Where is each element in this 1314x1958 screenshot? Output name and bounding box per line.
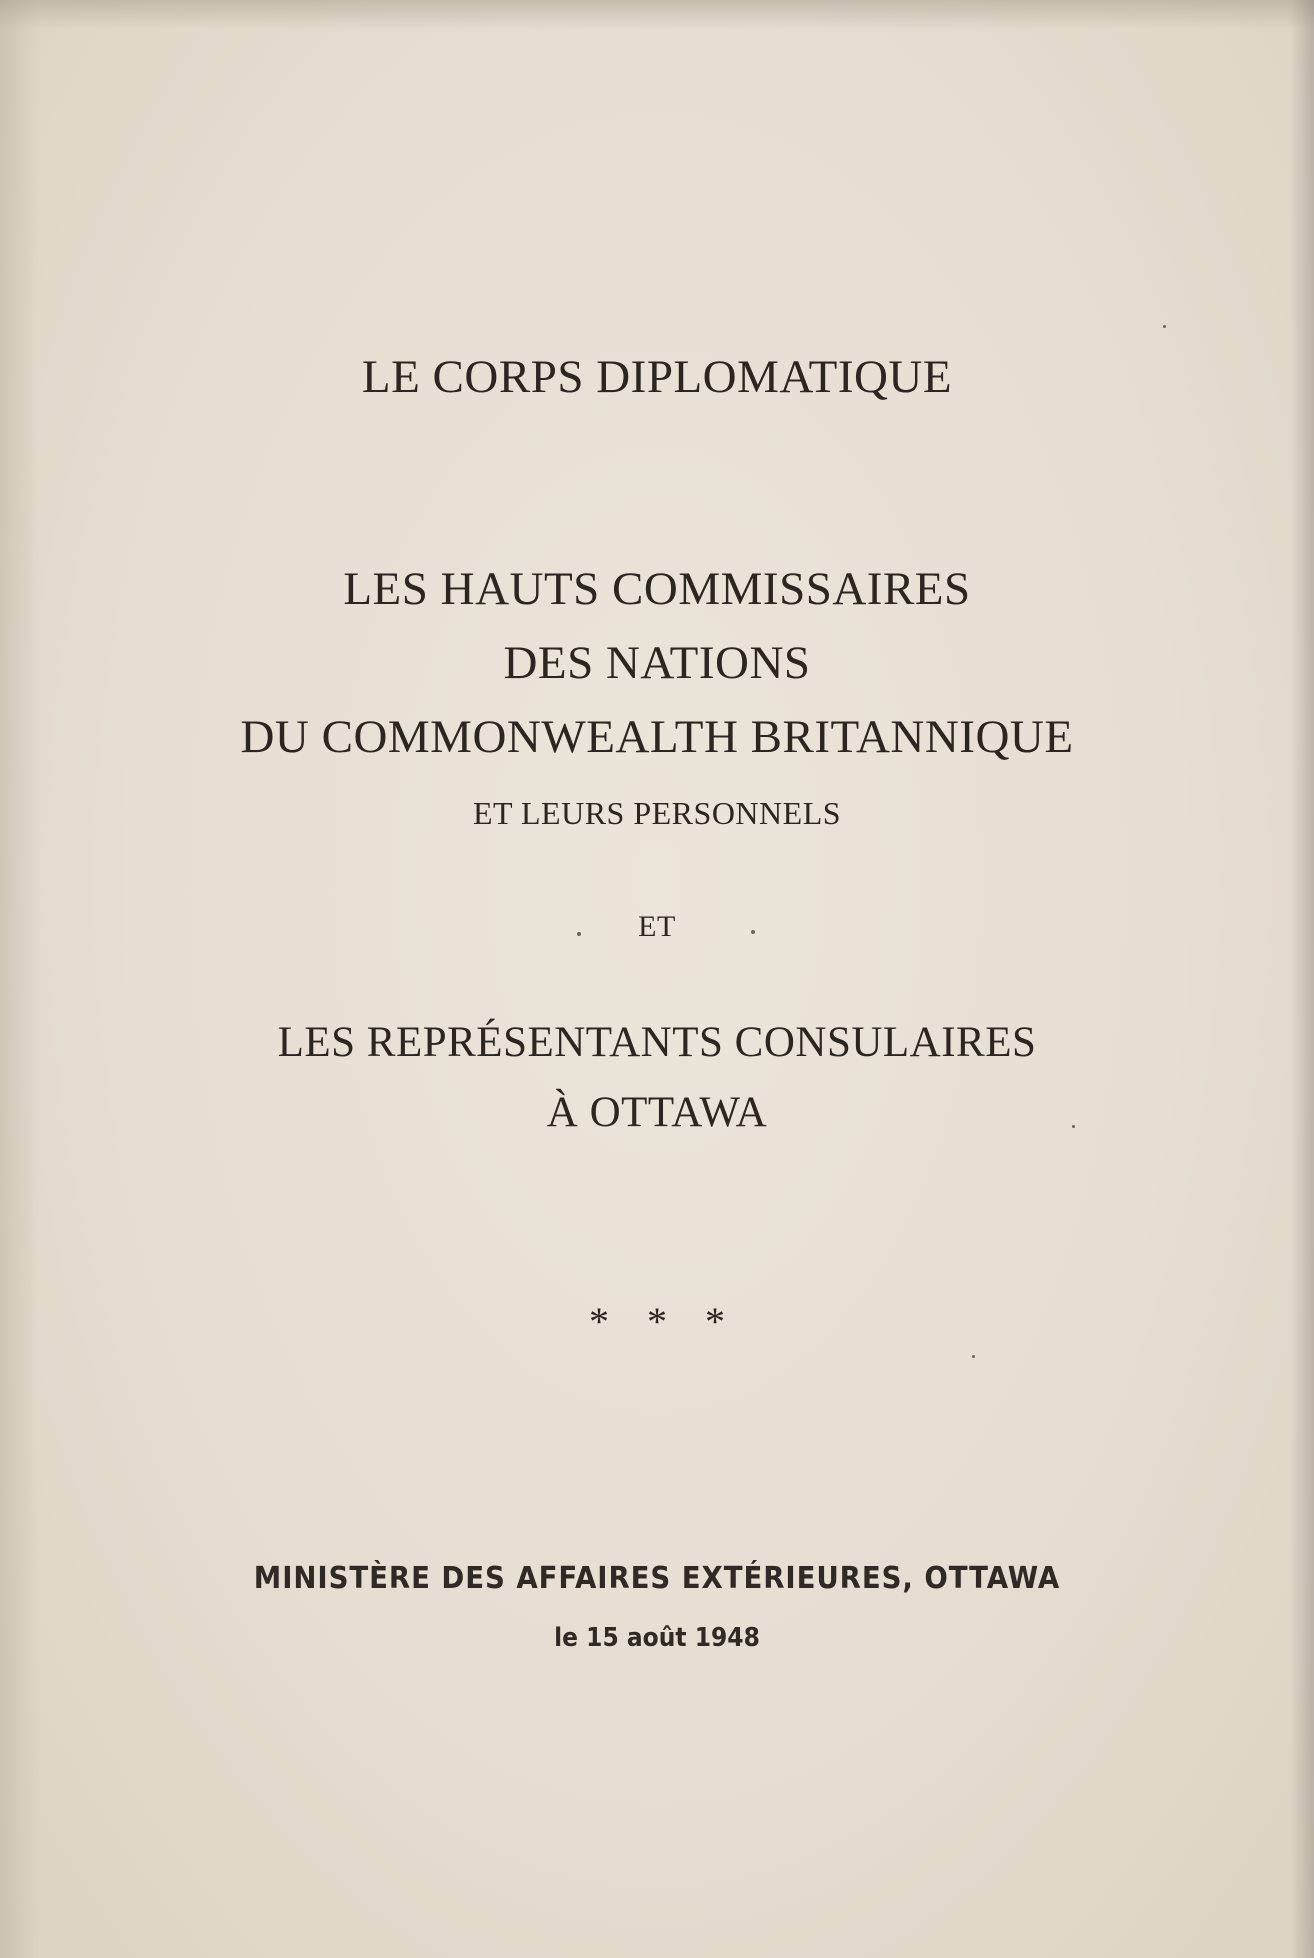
conjunction: ET: [638, 910, 676, 943]
document-title: LE CORPS DIPLOMATIQUE: [361, 351, 953, 403]
ministry-line: MINISTÈRE DES AFFAIRES EXTÉRIEURES, OTTAWA: [253, 1561, 1061, 1596]
date-line: le 15 août 1948: [554, 1623, 760, 1653]
paper-edge-top: [0, 0, 1314, 30]
heading-line-2: DES NATIONS: [503, 637, 811, 689]
consular-line-1: LES REPRÉSENTANTS CONSULAIRES: [277, 1019, 1037, 1066]
paper-speck: [1072, 1125, 1075, 1128]
paper-edge-left: [0, 0, 40, 1958]
heading-line-1: LES HAUTS COMMISSAIRES: [343, 563, 971, 615]
heading-line-3: DU COMMONWEALTH BRITANNIQUE: [240, 711, 1074, 763]
separator-asterisks: ***: [589, 1299, 763, 1344]
paper-edge-right: [1290, 0, 1314, 1958]
paper-speck: [577, 932, 581, 936]
paper-speck: [1163, 325, 1166, 328]
paper-speck: [972, 1355, 975, 1358]
paper-speck: [751, 930, 755, 934]
subheading: ET LEURS PERSONNELS: [472, 795, 842, 831]
consular-line-2: À OTTAWA: [546, 1089, 768, 1136]
